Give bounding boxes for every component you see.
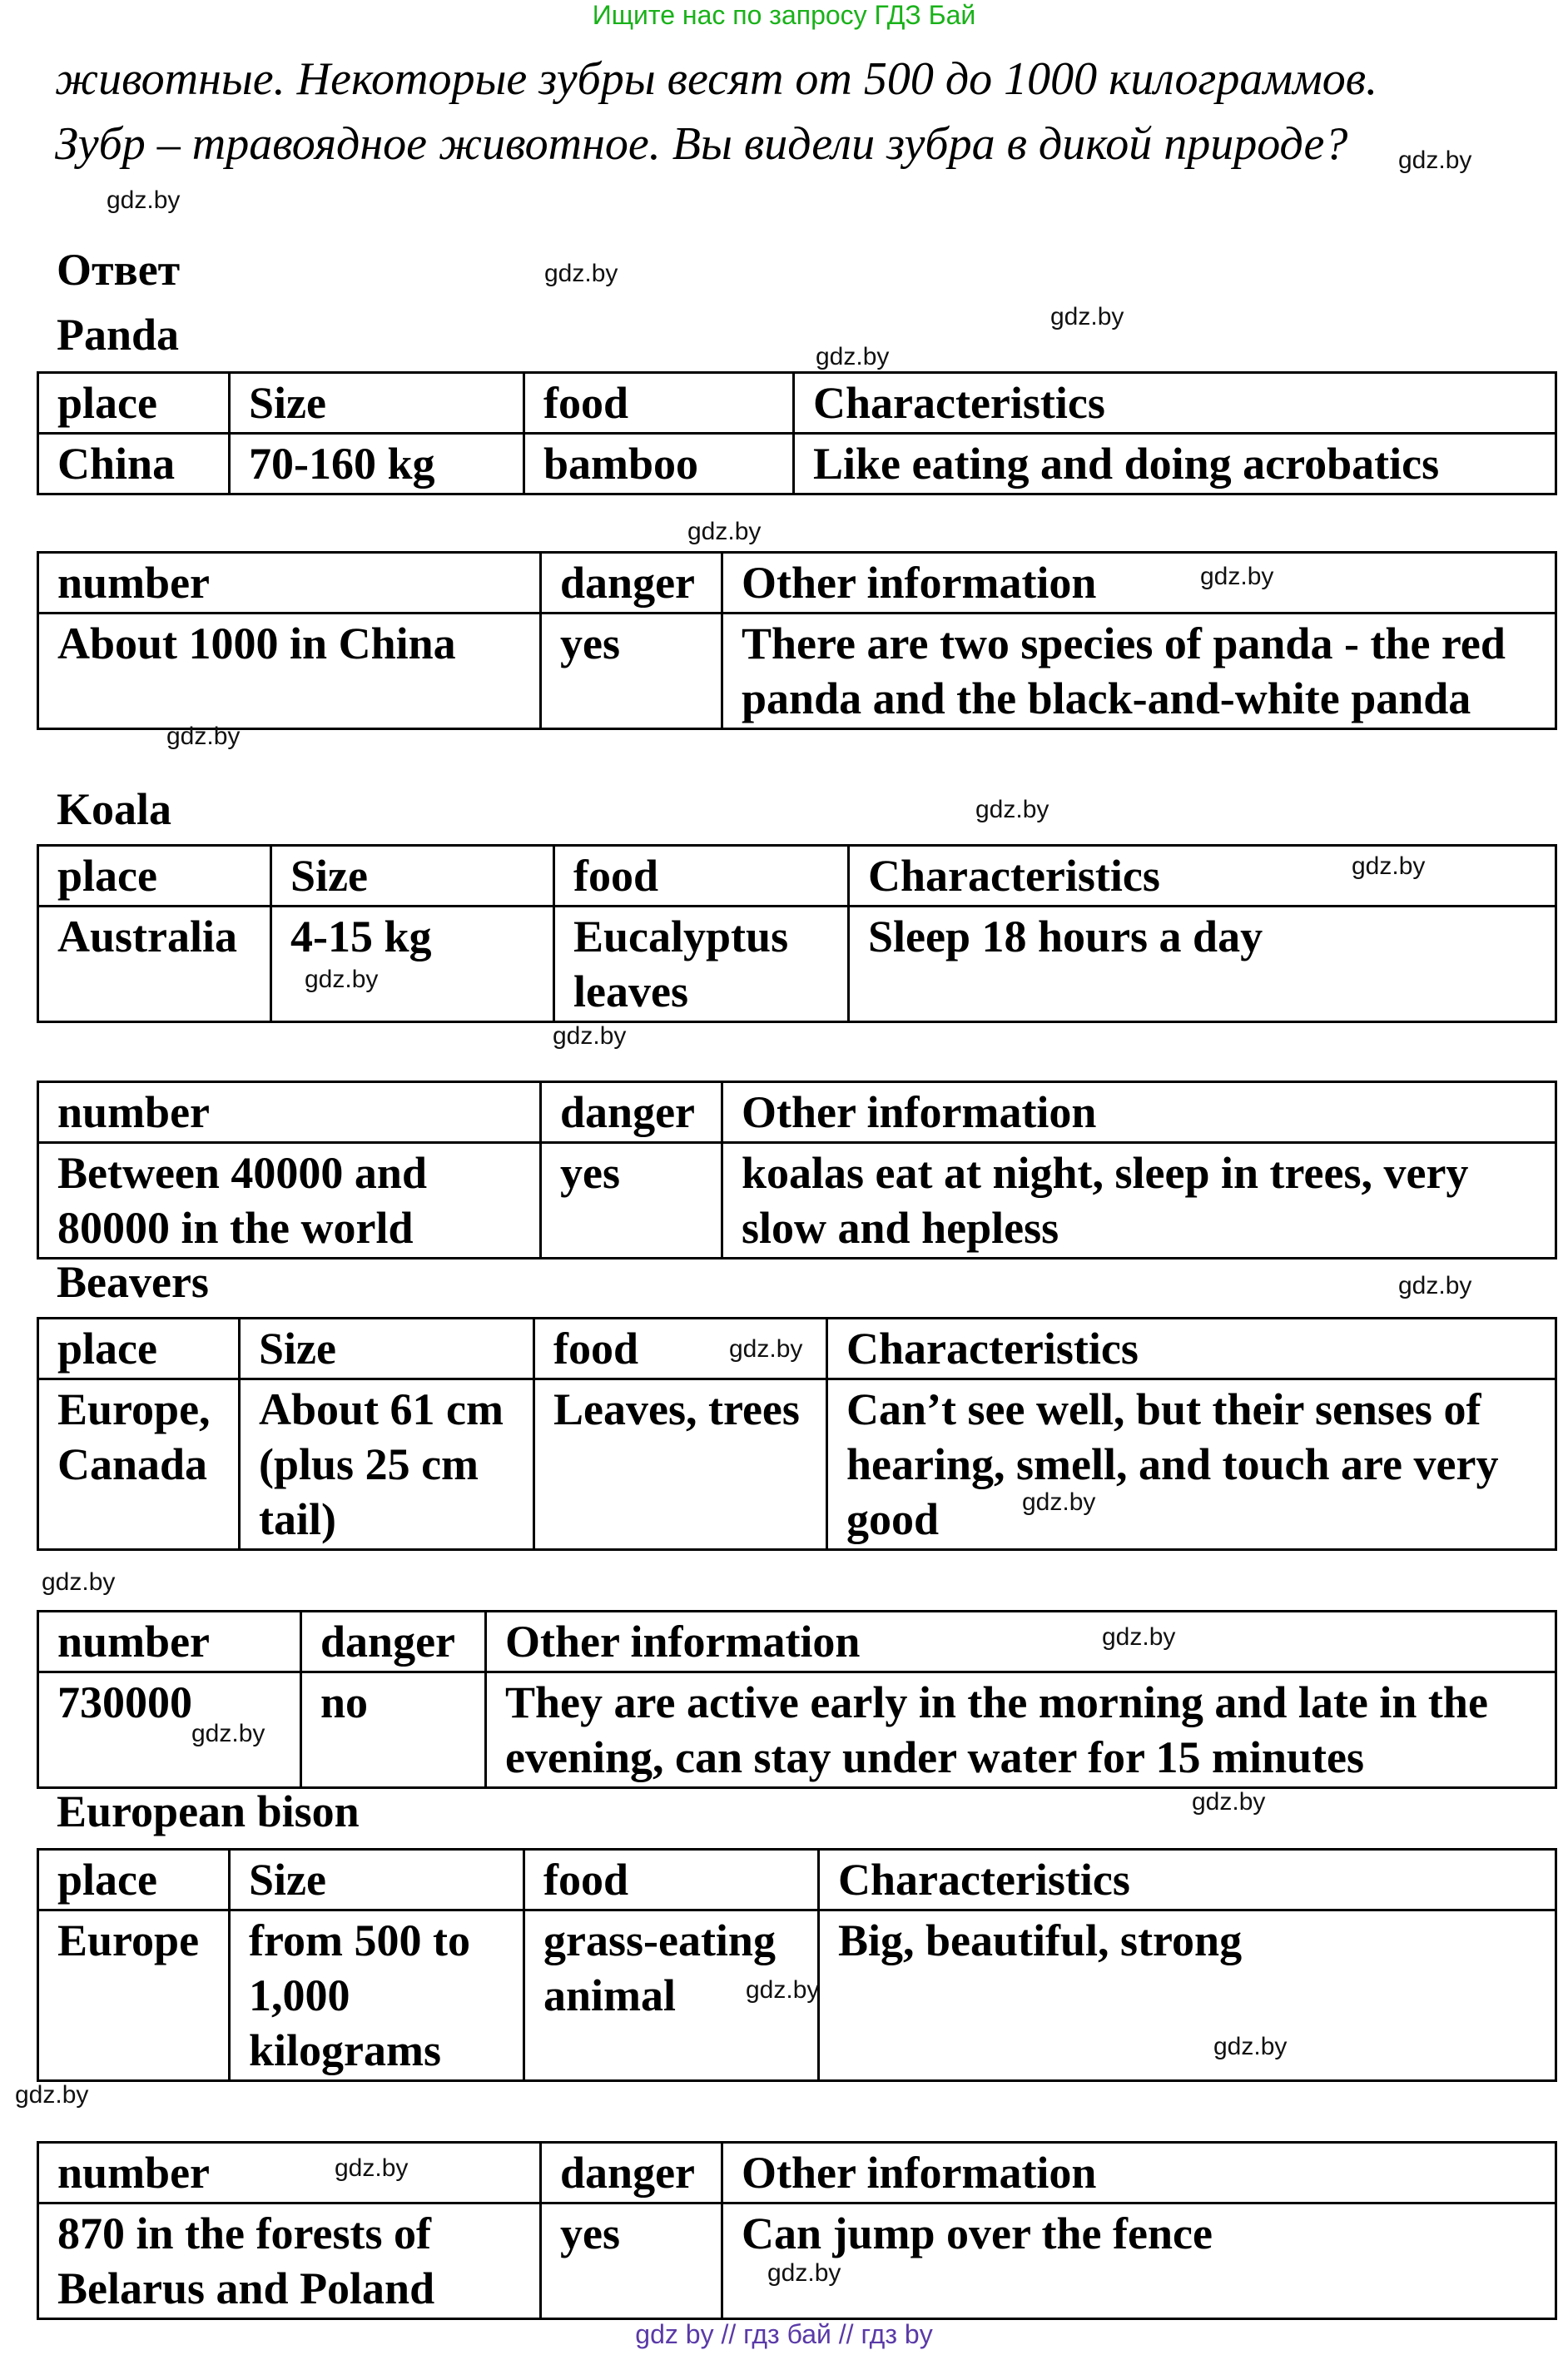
watermark: gdz.by bbox=[1398, 1272, 1472, 1299]
header-cell: food bbox=[534, 1319, 827, 1379]
table-header-row bbox=[38, 2143, 1556, 2203]
watermark: gdz.by bbox=[1398, 147, 1472, 174]
header-cell: Other information bbox=[486, 1612, 1556, 1672]
watermark: gdz.by bbox=[1200, 563, 1274, 590]
header-cell: place bbox=[38, 1850, 230, 1910]
table-cell: There are two species of panda - the red panda and the black-and-white panda bbox=[722, 614, 1556, 729]
table-cell: no bbox=[301, 1672, 486, 1788]
intro-text bbox=[55, 47, 1536, 176]
header-cell: food bbox=[524, 373, 794, 434]
bison-table-2 bbox=[37, 2141, 1557, 2320]
header-cell: Size bbox=[271, 846, 554, 907]
table-cell: Australia bbox=[38, 907, 271, 1022]
table-row bbox=[38, 614, 1556, 729]
watermark: gdz.by bbox=[687, 518, 762, 545]
table-header-row bbox=[38, 1850, 1556, 1910]
table-row bbox=[38, 1672, 1556, 1788]
watermark: gdz.by bbox=[1022, 1488, 1096, 1516]
watermark: gdz.by bbox=[166, 723, 241, 750]
watermark: gdz.by bbox=[107, 186, 181, 214]
bottom-site-links[interactable]: gdz by // гдз бай // гдз by bbox=[635, 2319, 933, 2349]
koala-table-2 bbox=[37, 1081, 1557, 1259]
header-cell: number bbox=[38, 553, 541, 614]
table-cell: 730000 bbox=[38, 1672, 301, 1788]
table-cell: yes bbox=[541, 2203, 722, 2319]
header-cell: Other information bbox=[722, 1082, 1556, 1143]
watermark: gdz.by bbox=[1213, 2033, 1288, 2060]
table-row bbox=[38, 1143, 1556, 1259]
watermark: gdz.by bbox=[335, 2154, 409, 2182]
header-cell: danger bbox=[541, 553, 722, 614]
table-header-row bbox=[38, 553, 1556, 614]
watermark: gdz.by bbox=[816, 343, 890, 370]
bison-table-1 bbox=[37, 1848, 1557, 2082]
animal-title-european-bison: European bison bbox=[57, 1786, 360, 1836]
table-cell: grass-eating animal bbox=[524, 1910, 819, 2081]
table-header-row bbox=[38, 846, 1556, 907]
header-cell: number bbox=[38, 2143, 541, 2203]
animal-title-koala: Koala bbox=[57, 784, 172, 834]
watermark: gdz.by bbox=[1102, 1623, 1176, 1651]
watermark: gdz.by bbox=[42, 1568, 116, 1596]
intro-line-2: Зубр – травоядное животное. Вы видели зубра в дикой природе? bbox=[55, 118, 1348, 170]
table-cell: Europe, Canada bbox=[38, 1379, 240, 1550]
header-cell: Other information bbox=[722, 2143, 1556, 2203]
table-cell: Like eating and doing acrobatics bbox=[794, 434, 1556, 494]
table-cell: yes bbox=[541, 1143, 722, 1259]
table-cell: Leaves, trees bbox=[534, 1379, 827, 1550]
header-cell: Size bbox=[230, 373, 524, 434]
table-cell: China bbox=[38, 434, 230, 494]
table-cell: koalas eat at night, sleep in trees, very slow and hepless bbox=[722, 1143, 1556, 1259]
header-cell: Size bbox=[230, 1850, 524, 1910]
answer-heading: Ответ bbox=[57, 245, 181, 295]
header-cell: danger bbox=[541, 1082, 722, 1143]
table-row bbox=[38, 1379, 1556, 1550]
header-cell: Characteristics bbox=[827, 1319, 1556, 1379]
header-cell: place bbox=[38, 846, 271, 907]
beavers-table-2 bbox=[37, 1610, 1557, 1789]
animal-title-panda: Panda bbox=[57, 310, 180, 360]
header-cell: Other information bbox=[722, 553, 1556, 614]
watermark: gdz.by bbox=[746, 1976, 820, 2004]
table-cell: 70-160 kg bbox=[230, 434, 524, 494]
table-cell: bamboo bbox=[524, 434, 794, 494]
animal-title-beavers: Beavers bbox=[57, 1257, 209, 1307]
header-cell: danger bbox=[541, 2143, 722, 2203]
table-cell: They are active early in the morning and late in the evening, can stay under water for 15 minutes bbox=[486, 1672, 1556, 1788]
watermark: gdz.by bbox=[975, 796, 1049, 823]
watermark: gdz.by bbox=[729, 1335, 803, 1363]
table-cell: Can’t see well, but their senses of hearing, smell, and touch are very good bbox=[827, 1379, 1556, 1550]
watermark: gdz.by bbox=[15, 2081, 89, 2109]
intro-line-1: животные. Некоторые зубры весят от 500 до 1000 килограммов. bbox=[55, 53, 1378, 105]
panda-table-2 bbox=[37, 551, 1557, 730]
header-cell: Characteristics bbox=[849, 846, 1556, 907]
header-cell: number bbox=[38, 1612, 301, 1672]
table-cell: About 61 cm (plus 25 cm tail) bbox=[240, 1379, 534, 1550]
header-cell: place bbox=[38, 373, 230, 434]
table-cell: 4-15 kg bbox=[271, 907, 554, 1022]
header-cell: Characteristics bbox=[819, 1850, 1556, 1910]
table-cell: Can jump over the fence bbox=[722, 2203, 1556, 2319]
table-header-row bbox=[38, 1612, 1556, 1672]
watermark: gdz.by bbox=[544, 260, 618, 287]
header-cell: danger bbox=[301, 1612, 486, 1672]
table-cell: About 1000 in China bbox=[38, 614, 541, 729]
watermark: gdz.by bbox=[1050, 303, 1124, 330]
header-cell: number bbox=[38, 1082, 541, 1143]
table-cell: Sleep 18 hours a day bbox=[849, 907, 1556, 1022]
koala-table-1 bbox=[37, 844, 1557, 1023]
panda-table-1 bbox=[37, 371, 1557, 495]
table-header-row bbox=[38, 1082, 1556, 1143]
table-row bbox=[38, 434, 1556, 494]
header-cell: place bbox=[38, 1319, 240, 1379]
table-cell: yes bbox=[541, 614, 722, 729]
table-cell: Big, beautiful, strong bbox=[819, 1910, 1556, 2081]
table-cell: Eucalyptus leaves bbox=[554, 907, 849, 1022]
top-search-link[interactable]: Ищите нас по запросу ГДЗ Бай bbox=[592, 0, 976, 30]
table-cell: Europe bbox=[38, 1910, 230, 2081]
watermark: gdz.by bbox=[1192, 1788, 1266, 1816]
watermark: gdz.by bbox=[191, 1720, 265, 1747]
header-cell: Characteristics bbox=[794, 373, 1556, 434]
table-row bbox=[38, 907, 1556, 1022]
table-cell: 870 in the forests of Belarus and Poland bbox=[38, 2203, 541, 2319]
header-cell: food bbox=[554, 846, 849, 907]
header-cell: food bbox=[524, 1850, 819, 1910]
header-cell: Size bbox=[240, 1319, 534, 1379]
watermark: gdz.by bbox=[553, 1022, 627, 1050]
watermark: gdz.by bbox=[767, 2259, 841, 2287]
watermark: gdz.by bbox=[1352, 852, 1426, 880]
table-cell: Between 40000 and 80000 in the world bbox=[38, 1143, 541, 1259]
watermark: gdz.by bbox=[305, 966, 379, 993]
table-header-row bbox=[38, 373, 1556, 434]
table-cell: from 500 to 1,000 kilograms bbox=[230, 1910, 524, 2081]
